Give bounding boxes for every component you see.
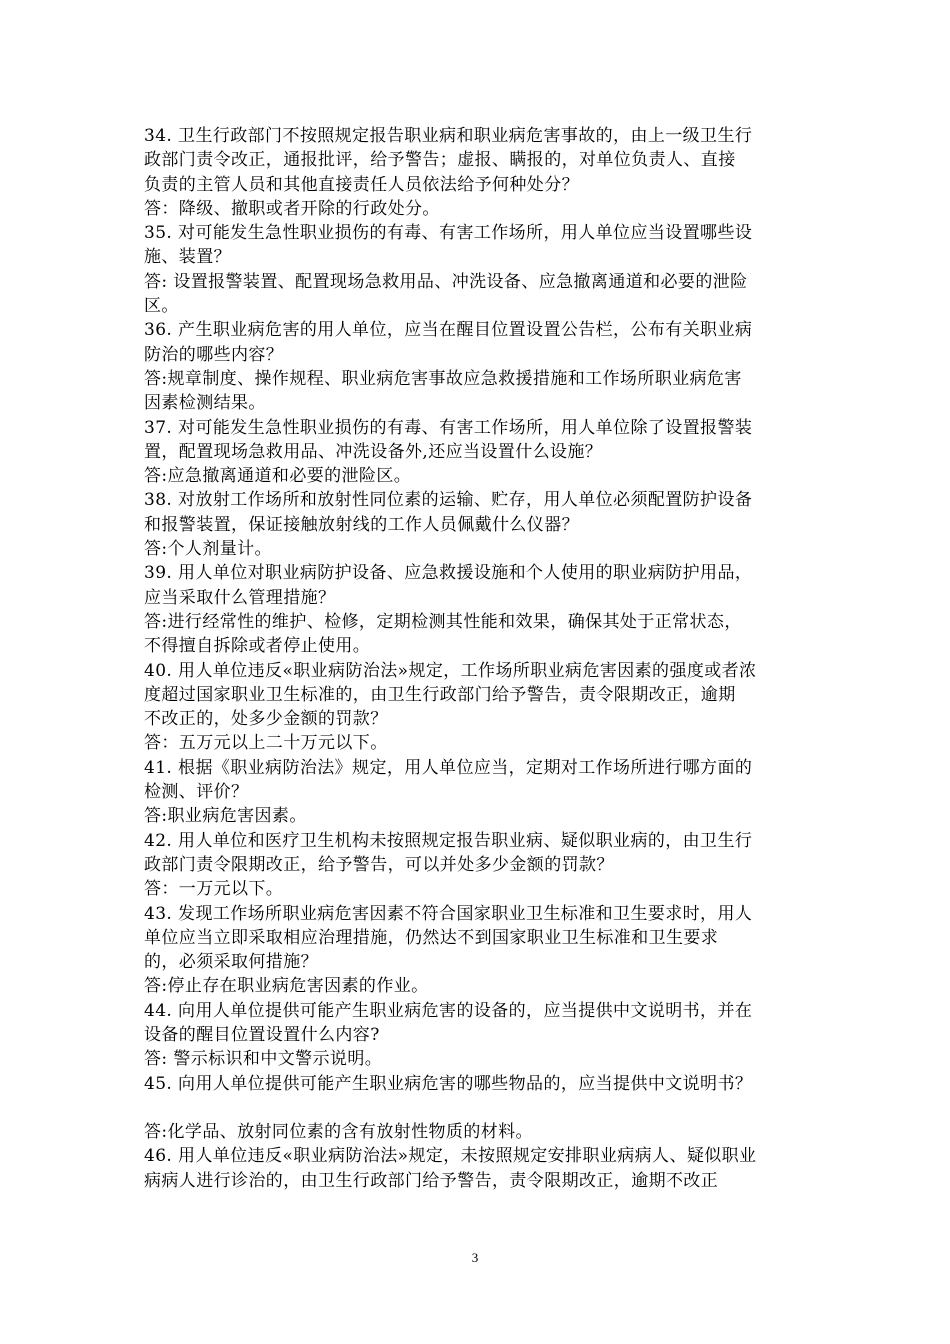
text-line: 36. 产生职业病危害的用人单位，应当在醒目位置设置公告栏，公布有关职业病 bbox=[144, 320, 753, 341]
text-line: 38. 对放射工作场所和放射性同位素的运输、贮存，用人单位必须配置防护设备 bbox=[144, 490, 753, 511]
text-line: 41. 根据《职业病防治法》规定，用人单位应当，定期对工作场所进行哪方面的 bbox=[144, 757, 753, 778]
text-line: 度超过国家职业卫生标准的，由卫生行政部门给予警告，责令限期改正，逾期 bbox=[144, 684, 736, 705]
text-line: 答:停止存在职业病危害因素的作业。 bbox=[144, 976, 429, 997]
text-line: 和报警装置，保证接触放射线的工作人员佩戴什么仪器？ bbox=[144, 514, 579, 535]
text-line: 答:规章制度、操作规程、职业病危害事故应急救援措施和工作场所职业病危害 bbox=[144, 368, 742, 389]
text-line: 政部门责令改正，通报批评，给予警告；虚报、瞒报的，对单位负责人、直接 bbox=[144, 150, 736, 171]
text-line: 39. 用人单位对职业病防护设备、应急救援设施和个人使用的职业病防护用品， bbox=[144, 563, 753, 584]
text-line: 35. 对可能发生急性职业损伤的有毒、有害工作场所，用人单位应当设置哪些设 bbox=[144, 223, 753, 244]
text-line: 的，必须采取何措施？ bbox=[144, 952, 318, 973]
text-line: 34. 卫生行政部门不按照规定报告职业病和职业病危害事故的，由上一级卫生行 bbox=[144, 126, 753, 146]
document-body bbox=[144, 124, 812, 1193]
text-line: 答:应急撤离通道和必要的泄险区。 bbox=[144, 466, 412, 487]
text-line: 检测、评价？ bbox=[144, 782, 249, 803]
text-line: 防治的哪些内容？ bbox=[144, 344, 284, 365]
text-line: 不改正的，处多少金额的罚款？ bbox=[144, 709, 388, 730]
blank-line bbox=[144, 1096, 812, 1120]
text-line: 46. 用人单位违反«职业病防治法»规定，未按照规定安排职业病病人、疑似职业 bbox=[144, 1146, 757, 1167]
text-line: 答:化学品、放射同位素的含有放射性物质的材料。 bbox=[144, 1122, 533, 1143]
text-line: 答:进行经常性的维护、检修，定期检测其性能和效果，确保其处于正常状态， bbox=[144, 611, 742, 632]
text-line: 42. 用人单位和医疗卫生机构未按照规定报告职业病、疑似职业病的，由卫生行 bbox=[144, 830, 753, 851]
text-line: 43. 发现工作场所职业病危害因素不符合国家职业卫生标准和卫生要求时，用人 bbox=[144, 903, 753, 924]
page-number: 3 bbox=[471, 1250, 479, 1265]
text-line: 答：降级、撤职或者开除的行政处分。 bbox=[144, 198, 440, 219]
text-line: 37. 对可能发生急性职业损伤的有毒、有害工作场所，用人单位除了设置报警装 bbox=[144, 417, 753, 438]
text-line: 答:个人剂量计。 bbox=[144, 539, 272, 560]
text-line: 答：一万元以下。 bbox=[144, 879, 284, 900]
text-line: 答:职业病危害因素。 bbox=[144, 806, 307, 827]
text-line: 设备的醒目位置设置什么内容? bbox=[144, 1024, 380, 1045]
text-line: 44. 向用人单位提供可能产生职业病危害的设备的，应当提供中文说明书，并在 bbox=[144, 1000, 753, 1021]
text-line: 不得擅自拆除或者停止使用。 bbox=[144, 636, 371, 657]
text-line: 40. 用人单位违反«职业病防治法»规定，工作场所职业病危害因素的强度或者浓 bbox=[144, 660, 757, 681]
text-line: 因素检测结果。 bbox=[144, 393, 266, 414]
text-line: 答: 设置报警装置、配置现场急救用品、冲洗设备、应急撤离通道和必要的泄险 bbox=[144, 271, 748, 292]
text-line: 病病人进行诊治的，由卫生行政部门给予警告，责令限期改正，逾期不改正 bbox=[144, 1170, 719, 1191]
text-line: 单位应当立即采取相应治理措施，仍然达不到国家职业卫生标准和卫生要求 bbox=[144, 927, 719, 948]
text-line: 置，配置现场急救用品、冲洗设备外,还应当设置什么设施？ bbox=[144, 441, 603, 462]
text-line: 答: 警示标识和中文警示说明。 bbox=[144, 1049, 383, 1070]
text-line: 政部门责令限期改正，给予警告，可以并处多少金额的罚款？ bbox=[144, 854, 614, 875]
text-line: 施、装置？ bbox=[144, 247, 231, 268]
text-line: 区。 bbox=[144, 296, 179, 317]
text-line: 负责的主管人员和其他直接责任人员依法给予何种处分？ bbox=[144, 174, 579, 195]
text-line: 应当采取什么管理措施？ bbox=[144, 587, 336, 608]
text-line: 答：五万元以上二十万元以下。 bbox=[144, 733, 388, 754]
text-line: 45. 向用人单位提供可能产生职业病危害的哪些物品的，应当提供中文说明书？ bbox=[144, 1073, 753, 1094]
